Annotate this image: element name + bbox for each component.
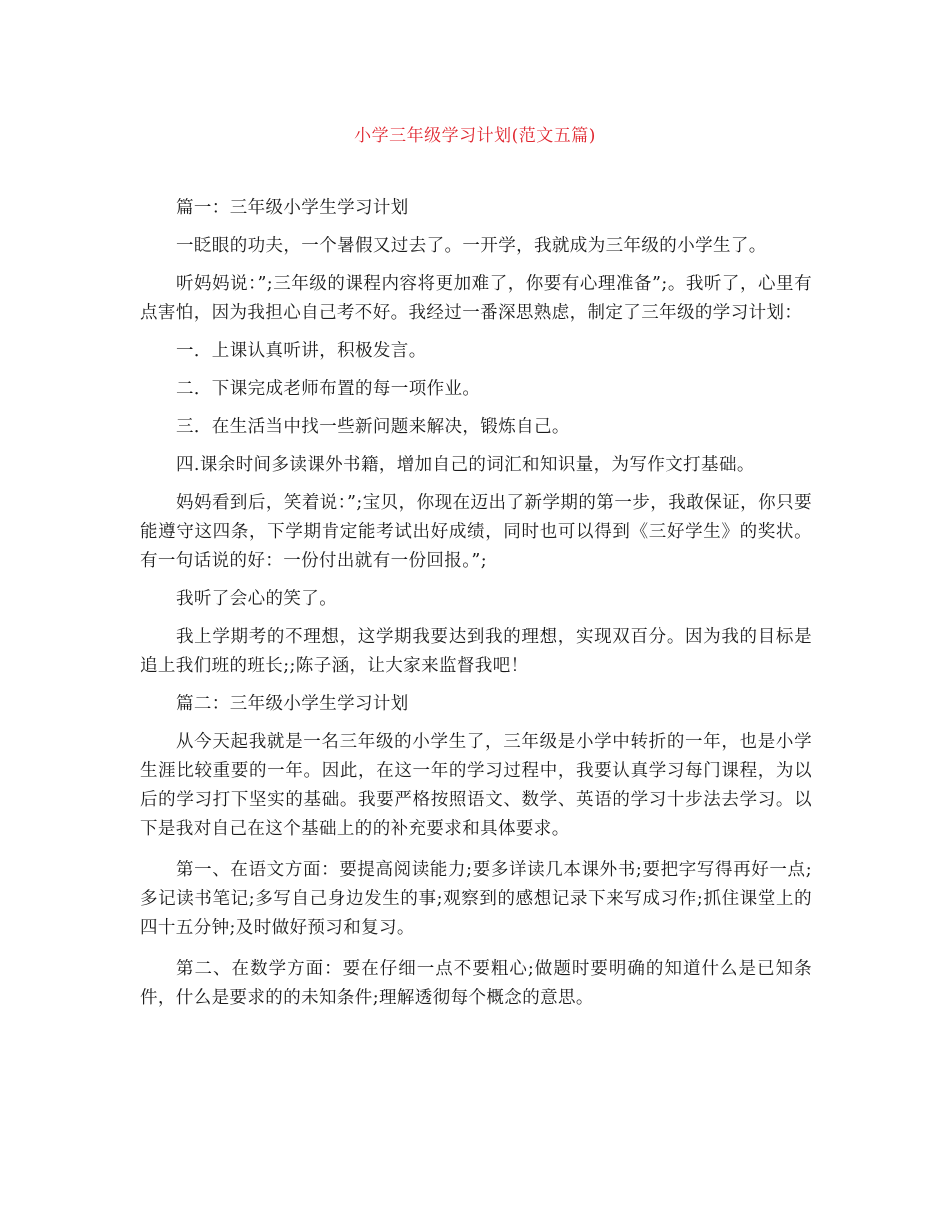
document-body <box>140 194 812 1013</box>
paragraph: 妈妈看到后，笑着说：”;宝贝，你现在迈出了新学期的第一步，我敢保证，你只要能遵守这四条，下学期肯定能考试出好成绩，同时也可以得到《三好学生》的奖状。有一句话说的好：一份付出就有一份回报。”; <box>140 493 812 571</box>
paragraph: 我上学期考的不理想，这学期我要达到我的理想，实现双百分。因为我的目标是追上我们班的班长;;陈子涵，让大家来监督我吧！ <box>140 627 812 676</box>
section-heading-1: 篇一：三年级小学生学习计划 <box>176 198 409 218</box>
paragraph: 从今天起我就是一名三年级的小学生了，三年级是小学中转折的一年，也是小学生涯比较重要的一年。因此，在这一年的学习过程中，我要认真学习每门课程，为以后的学习打下坚实的基础。我要严格按照语文、数学、英语的学习十步法去学习。以下是我对自己在这个基础上的的补充要求和具体要求。 <box>140 732 812 839</box>
paragraph: 一眨眼的功夫，一个暑假又过去了。一开学，我就成为三年级的小学生了。 <box>176 236 767 256</box>
list-item: 四.课余时间多读课外书籍，增加自己的词汇和知识量，为写作文打基础。 <box>176 455 755 475</box>
section-heading-2: 篇二：三年级小学生学习计划 <box>176 694 409 714</box>
list-item: 二．下课完成老师布置的每一项作业。 <box>176 379 481 399</box>
document-title: 小学三年级学习计划(范文五篇) <box>354 126 596 146</box>
paragraph: 听妈妈说：”;三年级的课程内容将更加难了，你要有心理准备”;。我听了，心里有点害怕，因为我担心自己考不好。我经过一番深思熟虑，制定了三年级的学习计划： <box>140 274 812 323</box>
list-item: 三．在生活当中找一些新问题来解决，锻炼自己。 <box>176 417 570 437</box>
list-item: 一．上课认真听讲，积极发言。 <box>176 341 427 361</box>
paragraph: 我听了会心的笑了。 <box>176 589 338 609</box>
paragraph: 第二、在数学方面：要在仔细一点不要粗心;做题时要明确的知道什么是已知条件，什么是要求的的未知条件;理解透彻每个概念的意思。 <box>140 959 812 1008</box>
paragraph: 第一、在语文方面：要提高阅读能力;要多详读几本课外书;要把字写得再好一点;多记读书笔记;多写自己身边发生的事;观察到的感想记录下来写成习作;抓住课堂上的四十五分钟;及时做好预习和复习。 <box>140 860 812 938</box>
